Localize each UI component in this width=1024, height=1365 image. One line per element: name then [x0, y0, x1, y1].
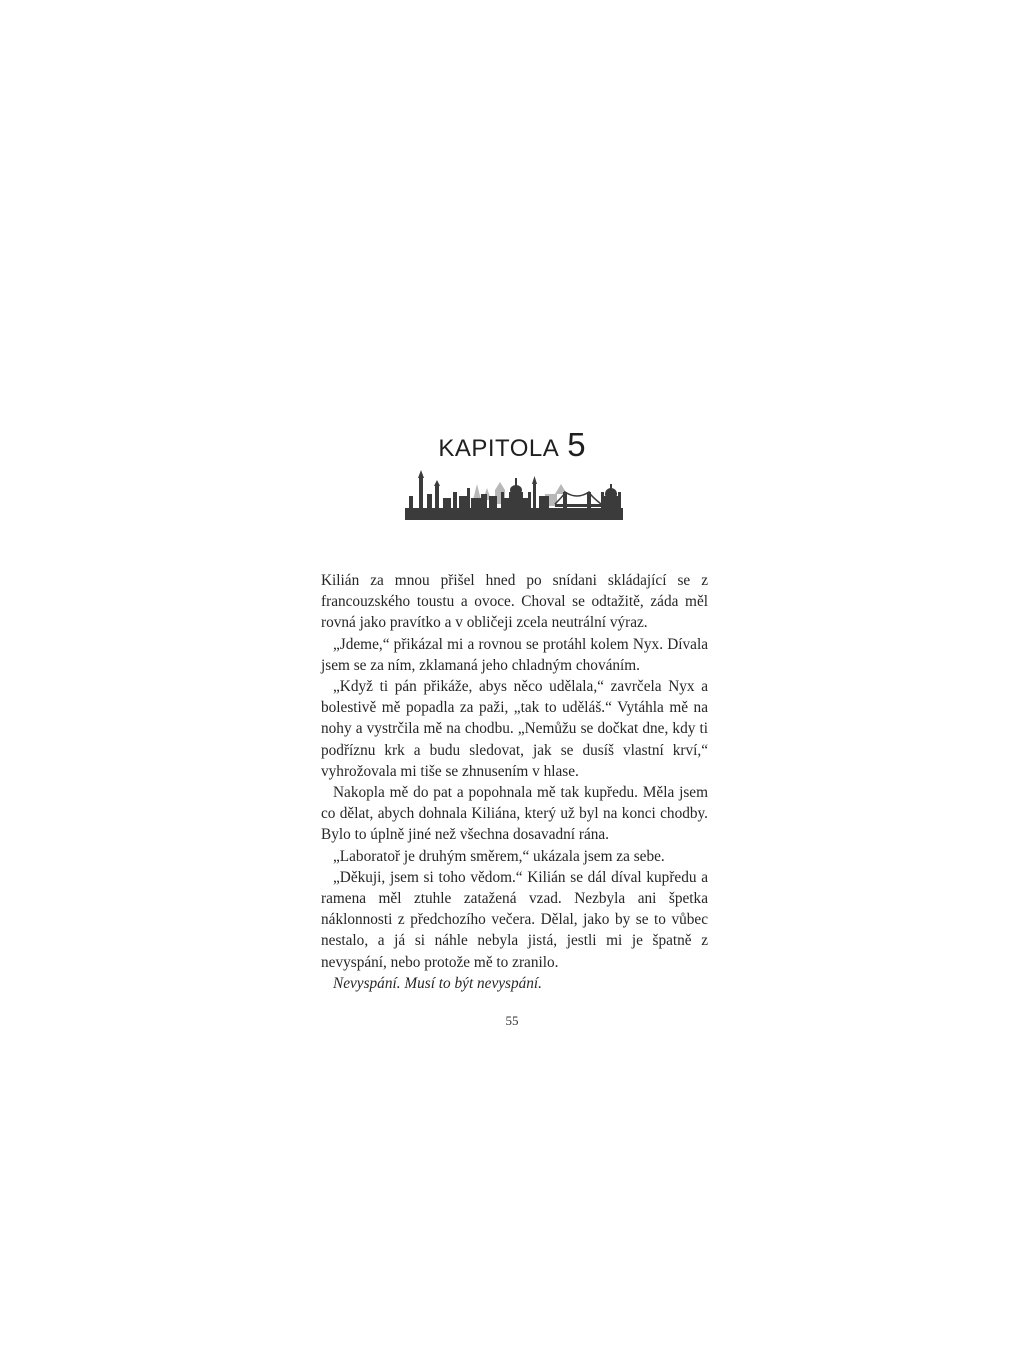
paragraph: „Když ti pán přikáže, abys něco udělala,“ zavrčela Nyx a bolestivě mě popadla za paži, „tak to uděláš.“ Vytáhla mě na nohy a vystrčila mě na chodbu. „Nemůžu se dočkat dne, kdy ti podříznu krk a budu sledovat, jak se dusíš vlastní krví,“ vyhrožovala mi tiše se zhnusením v hlase. — [321, 678, 708, 780]
city-skyline-icon — [405, 470, 623, 520]
chapter-number: 5 — [567, 426, 586, 463]
chapter-heading — [0, 428, 1024, 461]
paragraph: Kilián za mnou přišel hned po snídani skládající se z francouzského toustu a ovoce. Choval se odtažitě, záda měl rovná jako pravítko a v obličeji zcela neutrální výraz. — [321, 572, 708, 632]
paragraph-italic: Nevyspání. Musí to být nevyspání. — [333, 974, 543, 992]
chapter-body — [321, 570, 708, 994]
paragraph: „Děkuji, jsem si toho vědom.“ Kilián se dál díval kupředu a ramena měl ztuhle zatažená vzad. Nezbyla ani špetka náklonnosti z předchozího večera. Dělal, jako by se to vůbec nestalo, a já si náhle nebyla jistá, jestli mi je špatně z nevyspání, nebo protože mě to zranilo. — [321, 868, 708, 971]
paragraph: Nakopla mě do pat a popohnala mě tak kupředu. Měla jsem co dělat, abych dohnala Kiliána, který už byl na konci chodby. Bylo to úplně jiné než všechna dosavadní rána. — [321, 784, 708, 844]
page-number: 55 — [505, 1013, 519, 1028]
paragraph: „Jdeme,“ přikázal mi a rovnou se protáhl kolem Nyx. Dívala jsem se za ním, zklamaná jeho chladným chováním. — [321, 635, 708, 674]
chapter-label: KAPITOLA — [438, 435, 560, 462]
paragraph: „Laboratoř je druhým směrem,“ ukázala jsem za sebe. — [333, 847, 665, 865]
